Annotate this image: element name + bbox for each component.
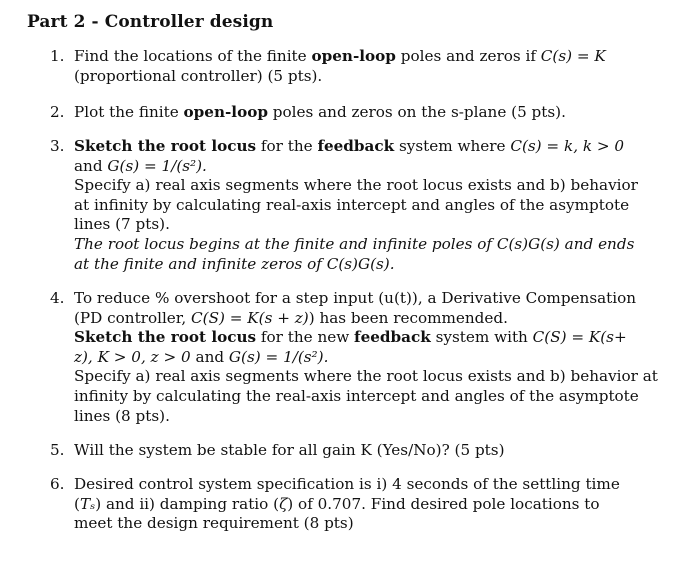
question-line (74, 514, 610, 534)
text-run: (proportional controller) (5 pts). (74, 66, 323, 85)
italic-text: at the finite and infinite zeros of C(s)G(s). (74, 254, 395, 273)
text-run: lines (7 pts). (74, 215, 170, 234)
question-3 (50, 137, 638, 274)
question-line (74, 386, 639, 407)
question-number: 5. (50, 441, 65, 459)
bold-text: feedback (354, 328, 431, 347)
question-line (74, 407, 610, 427)
text-run: for the (256, 137, 318, 155)
question-line (74, 47, 610, 67)
bold-text: open-loop (183, 103, 268, 121)
question-text (74, 289, 658, 426)
question-line (74, 234, 635, 255)
text-run: at infinity by calculating real-axis intercept and angles of the asymptote (74, 195, 630, 214)
question-line (74, 289, 637, 309)
question-text (74, 47, 610, 86)
bold-text: open-loop (311, 47, 396, 65)
text-run: system where (394, 137, 511, 155)
text-run: ) of 0.707. Find desired pole locations to (287, 494, 600, 513)
text-run: and (74, 156, 108, 175)
text-run: Plot the finite (74, 103, 184, 121)
question-text (74, 475, 620, 534)
text-run: To reduce % overshoot for a step input (u(t)), a Derivative Compensation (74, 289, 637, 307)
text-run: infinity by calculating the real-axis intercept and angles of the asymptote (74, 386, 639, 405)
text-run: ) has been recommended. (308, 308, 508, 327)
question-2 (50, 103, 610, 123)
math-expression: Tₛ (79, 494, 96, 513)
question-line (74, 495, 610, 515)
question-number: 3. (50, 137, 65, 155)
question-line (74, 475, 620, 495)
math-expression: ζ (279, 494, 288, 513)
question-line (74, 441, 610, 461)
question-line (74, 255, 610, 275)
math-expression: C(s) = K (540, 47, 606, 65)
bold-text: Sketch the root locus (74, 328, 257, 347)
text-run: Desired control system specification is i) 4 seconds of the settling time (74, 475, 620, 493)
question-line (74, 103, 610, 123)
bold-text: Sketch the root locus (74, 137, 257, 155)
question-line (74, 195, 630, 216)
question-line (74, 176, 638, 196)
text-run: Find the locations of the finite (74, 47, 312, 65)
italic-text: The root locus begins at the finite and infinite poles of C(s)G(s) and ends (74, 234, 635, 253)
math-expression: C(S) = K(s+ (532, 328, 627, 347)
question-line (74, 215, 610, 235)
text-run: ) and ii) damping ratio ( (95, 494, 280, 513)
question-number: 4. (50, 289, 65, 307)
text-run: poles and zeros if (395, 47, 541, 65)
question-number: 2. (50, 103, 65, 121)
bold-text: feedback (317, 137, 395, 155)
text-run: meet the design requirement (8 pts) (74, 514, 354, 533)
text-run: and (190, 347, 229, 366)
question-line (74, 367, 658, 387)
math-expression: G(s) = 1/(s²). (107, 156, 207, 175)
section-heading: Part 2 - Controller design (27, 12, 274, 32)
question-line (74, 309, 610, 329)
text-run: ( (74, 494, 80, 513)
question-line (74, 137, 625, 157)
math-expression: C(s) = k, k > 0 (510, 137, 625, 155)
text-run: system with (430, 328, 533, 347)
text-run: Specify a) real axis segments where the root locus exists and b) behavior at (74, 367, 658, 386)
question-6 (50, 475, 620, 534)
math-expression: G(s) = 1/(s²). (228, 347, 329, 366)
question-4 (50, 289, 658, 426)
text-run: for the new (256, 328, 355, 347)
question-1 (50, 47, 610, 86)
question-text (74, 103, 610, 123)
question-number: 1. (50, 47, 65, 65)
math-expression: z), K > 0, z > 0 (74, 347, 191, 366)
question-text (74, 441, 610, 461)
question-number: 6. (50, 475, 65, 493)
question-line (74, 157, 610, 177)
text-run: Specify a) real axis segments where the root locus exists and b) behavior (74, 176, 638, 195)
question-text (74, 137, 638, 274)
text-run: lines (8 pts). (74, 406, 170, 425)
math-expression: C(S) = K(s + z) (191, 308, 309, 327)
text-run: (PD controller, (74, 308, 192, 327)
question-line (74, 348, 610, 368)
question-line (74, 67, 610, 87)
question-5 (50, 441, 610, 461)
question-line (74, 328, 627, 348)
text-run: poles and zeros on the s-plane (5 pts). (267, 103, 566, 121)
text-run: Will the system be stable for all gain K (Yes/No)? (5 pts) (74, 441, 505, 459)
